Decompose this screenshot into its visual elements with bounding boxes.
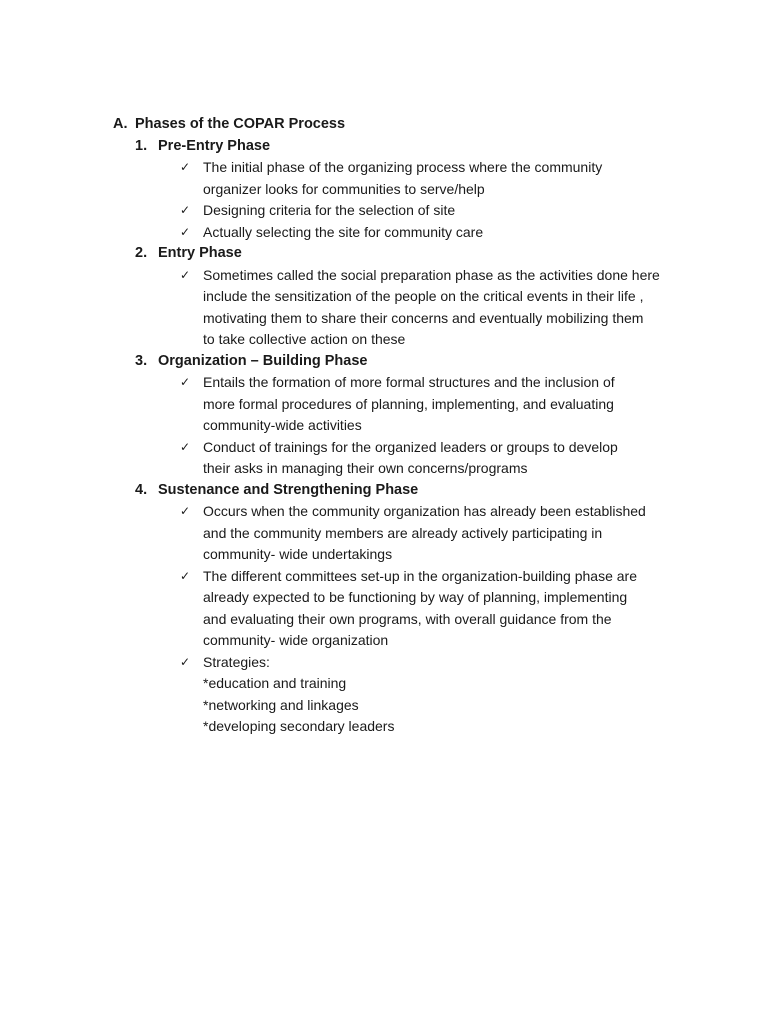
bullet-item <box>135 157 693 200</box>
bullet-item <box>135 372 693 437</box>
phase-item <box>135 136 695 244</box>
bullet-text-line: Sometimes called the social preparation phase as the activities done here <box>203 266 660 283</box>
phase-number: 3. <box>135 352 148 369</box>
phase-item <box>135 351 695 480</box>
bullet-list <box>135 157 695 243</box>
bullet-list <box>135 501 695 738</box>
bullet-text-line: community- wide organization <box>203 632 389 648</box>
bullet-text-line: community-wide activities <box>203 417 362 433</box>
phase-title <box>135 480 695 502</box>
bullet-text-line: Occurs when the community organization has already been established <box>203 503 646 519</box>
bullet-item <box>135 265 693 351</box>
section-heading <box>113 114 345 136</box>
bullet-text-line: and evaluating their own programs, with overall guidance from the <box>203 610 612 627</box>
bullet-text-line: *networking and linkages <box>203 696 359 713</box>
checkmark-icon: ✓ <box>180 224 191 239</box>
bullet-text-line: The different committees set-up in the organization-building phase are <box>203 567 637 584</box>
section-marker: A. <box>113 116 128 132</box>
checkmark-icon: ✓ <box>180 267 191 282</box>
bullet-text-line: Designing criteria for the selection of site <box>203 202 456 218</box>
bullet-item <box>135 437 693 480</box>
phase-title <box>135 243 695 265</box>
bullet-text-line: more formal procedures of planning, implementing, and evaluating <box>203 395 614 412</box>
phase-title-text: Pre-Entry Phase <box>158 137 271 154</box>
phase-title-text: Entry Phase <box>158 245 242 261</box>
bullet-text-line: Actually selecting the site for community care <box>203 223 484 240</box>
phase-number: 1. <box>135 137 148 154</box>
checkmark-icon: ✓ <box>180 568 191 583</box>
phase-list <box>135 136 695 738</box>
bullet-item <box>135 501 693 566</box>
bullet-text-line: include the sensitization of the people on the critical events in their life , <box>203 288 644 304</box>
bullet-list <box>135 372 695 480</box>
phase-number: 2. <box>135 245 148 261</box>
phase-item <box>135 480 695 738</box>
bullet-text-line: motivating them to share their concerns and eventually mobilizing them <box>203 309 644 326</box>
bullet-text-line: community- wide undertakings <box>203 546 393 562</box>
bullet-item <box>135 222 693 244</box>
bullet-list <box>135 265 695 351</box>
checkmark-icon: ✓ <box>180 654 191 669</box>
section-title: Phases of the COPAR Process <box>135 116 346 132</box>
phase-title <box>135 136 695 158</box>
bullet-text-line: already expected to be functioning by way of planning, implementing <box>203 589 628 605</box>
bullet-text-line: *education and training <box>203 675 347 691</box>
checkmark-icon: ✓ <box>180 439 191 454</box>
phase-item <box>135 243 695 351</box>
phase-title <box>135 351 695 373</box>
bullet-text-line: their asks in managing their own concerns/programs <box>203 460 528 476</box>
checkmark-icon: ✓ <box>180 375 191 389</box>
bullet-text-line: *developing secondary leaders <box>203 718 395 734</box>
bullet-item <box>135 200 693 222</box>
checkmark-icon: ✓ <box>180 203 191 217</box>
bullet-text-line: The initial phase of the organizing process where the community <box>203 159 603 175</box>
phase-title-text: Organization – Building Phase <box>158 352 368 369</box>
checkmark-icon: ✓ <box>180 160 191 174</box>
bullet-item <box>135 652 693 738</box>
checkmark-icon: ✓ <box>180 504 191 518</box>
bullet-text-line: to take collective action on these <box>203 331 406 347</box>
bullet-text-line: organizer looks for communities to serve/help <box>203 180 485 197</box>
bullet-text-line: Conduct of trainings for the organized leaders or groups to develop <box>203 438 618 455</box>
bullet-text-line: Strategies: <box>203 653 270 670</box>
bullet-text-line: Entails the formation of more formal structures and the inclusion of <box>203 374 615 390</box>
phase-title-text: Sustenance and Strengthening Phase <box>158 481 419 498</box>
bullet-text-line: and the community members are already actively participating in <box>203 524 603 541</box>
bullet-item <box>135 566 693 652</box>
phase-number: 4. <box>135 481 148 498</box>
